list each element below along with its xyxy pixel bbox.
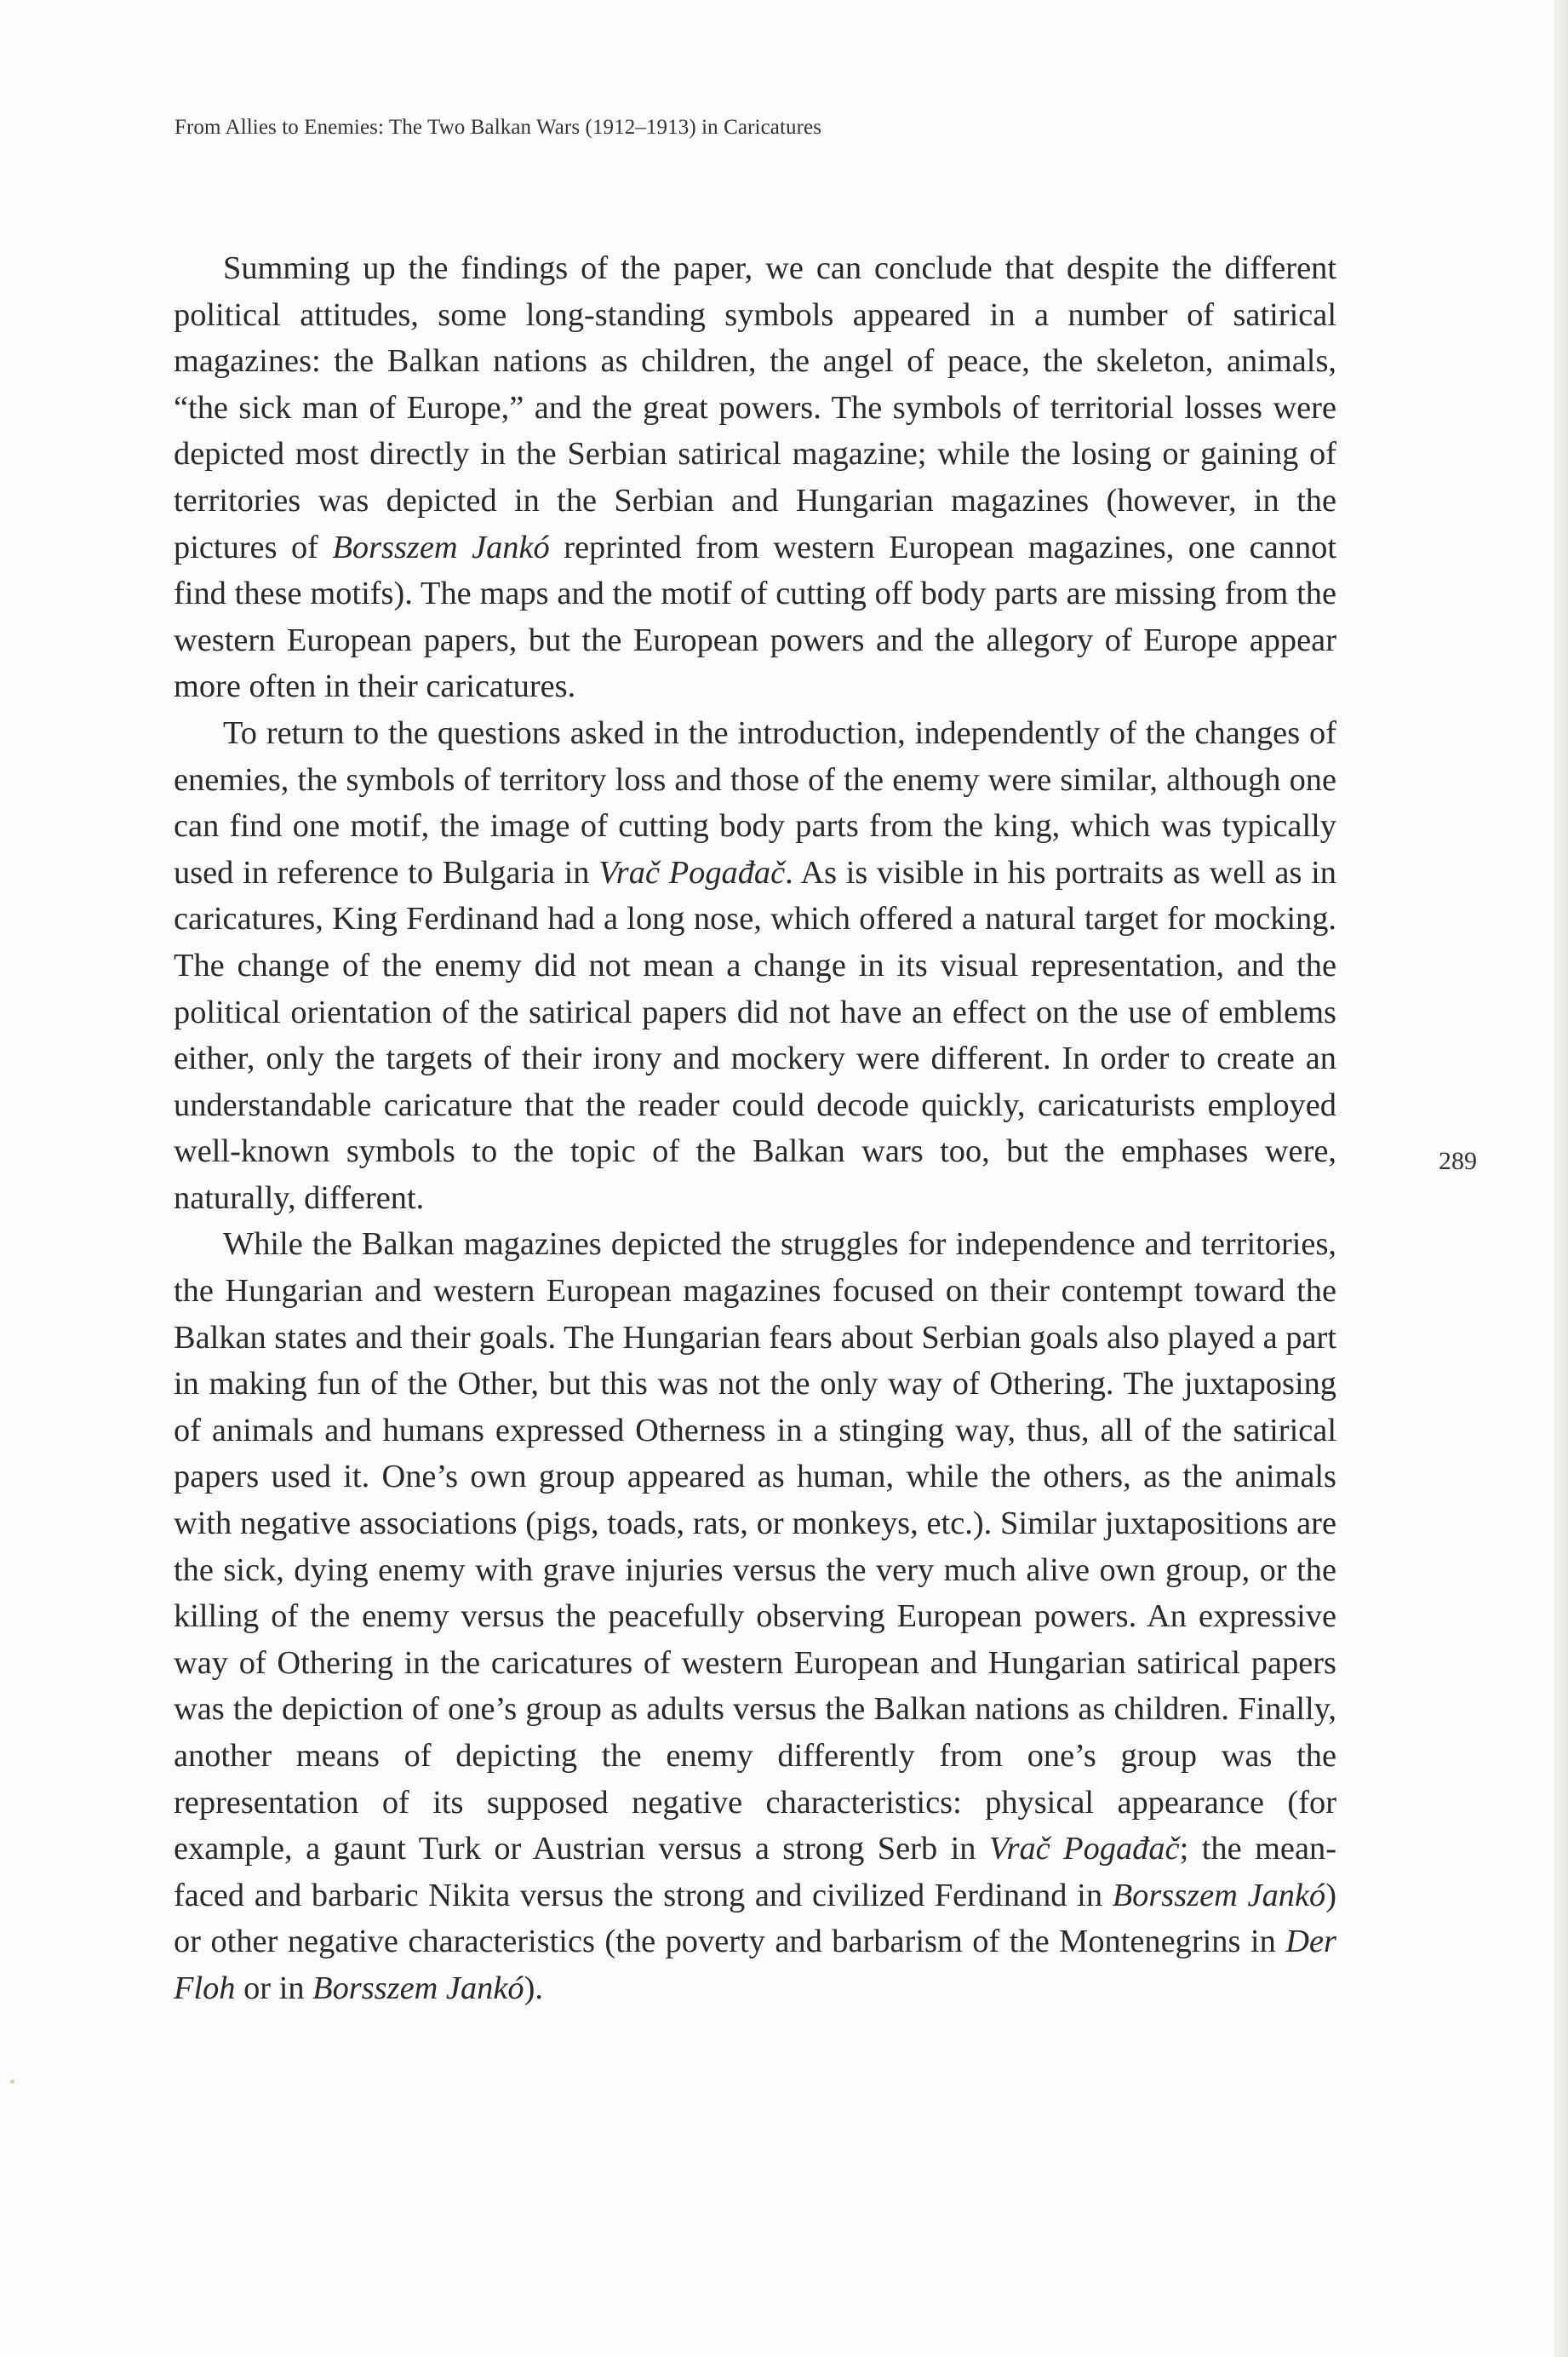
- text-run: Summing up the findings of the paper, we can conclude that despite the different political attitudes, some long-standing symbols appeared in a number of satirical magazines: the Balkan nations as children, the angel of peace, the skeleton, animals, “the sick man of Europe,” and the great powers. The symbols of territorial losses were depicted most directly in the Serbian satirical magazine; while the losing or gaining of territories was depicted in the Serbian and Hungarian magazines (however, in the pictures of: [174, 250, 1336, 565]
- body-text: [174, 245, 1336, 2012]
- page-binding-shadow: [1556, 0, 1568, 2357]
- scan-speck: [10, 2079, 14, 2084]
- italic-title: Borsszem Jankó: [312, 1970, 524, 2006]
- paragraph: [174, 1221, 1336, 2011]
- italic-title: Der Floh: [174, 1924, 1336, 2006]
- text-run: . As is visible in his portraits as well as in caricatures, King Ferdinand had a long nose, which offered a natural target for mocking. The change of the enemy did not mean a change in its visual representation, and the political orientation of the satirical papers did not have an effect on the use of emblems either, only the targets of their irony and mockery were different. In order to create an understandable caricature that the reader could decode quickly, caricaturists employed well-known symbols to the topic of the Balkan wars too, but the emphases were, naturally, different.: [174, 854, 1336, 1216]
- italic-title: Vrač Pogađač: [598, 854, 786, 891]
- italic-title: Borsszem Jankó: [332, 529, 550, 565]
- text-run: To return to the questions asked in the introduction, independently of the changes of enemies, the symbols of territory loss and those of the enemy were similar, although one can find one motif, the image of cutting body parts from the king, which was typically used in reference to Bulgaria in: [174, 714, 1336, 891]
- running-head: From Allies to Enemies: The Two Balkan Wars (1912–1913) in Caricatures: [175, 116, 822, 139]
- text-run: or in: [235, 1970, 313, 2006]
- italic-title: Vrač Pogađač: [988, 1831, 1180, 1867]
- text-run: reprinted from western European magazines, one cannot find these motifs). The maps and the motif of cutting off body parts are missing from the western European papers, but the European powers and the allegory of Europe appear more often in their caricatures.: [174, 529, 1336, 705]
- italic-title: Borsszem Jankó: [1112, 1877, 1326, 1913]
- page-number: 289: [1439, 1147, 1477, 1175]
- paragraph: [174, 245, 1336, 710]
- text-run: ).: [524, 1970, 543, 2006]
- text-run: ; the mean-faced and barbaric Nikita versus the strong and civilized Ferdinand in: [174, 1831, 1336, 1913]
- text-run: ) or other negative characteristics (the poverty and barbarism of the Montenegrins in: [174, 1877, 1337, 1960]
- text-run: While the Balkan magazines depicted the struggles for independence and territories, the Hungarian and western European magazines focused on their contempt toward the Balkan states and their goals. The Hungarian fears about Serbian goals also played a part in making fun of the Other, but this was not the only way of Othering. The juxtaposing of animals and humans expressed Otherness in a stinging way, thus, all of the satirical papers used it. One’s own group appeared as human, while the others, as the animals with negative associations (pigs, toads, rats, or monkeys, etc.). Similar juxtapositions are the sick, dying enemy with grave injuries versus the very much alive own group, or the killing of the enemy versus the peacefully observing European powers. An expressive way of Othering in the caricatures of western European and Hungarian satirical papers was the depiction of one’s group as adults versus the Balkan nations as children. Finally, another means of depicting the enemy differently from one’s group was the representation of its supposed negative characteristics: physical appearance (for example, a gaunt Turk or Austrian versus a strong Serb in: [174, 1226, 1336, 1867]
- paragraph: [174, 710, 1336, 1222]
